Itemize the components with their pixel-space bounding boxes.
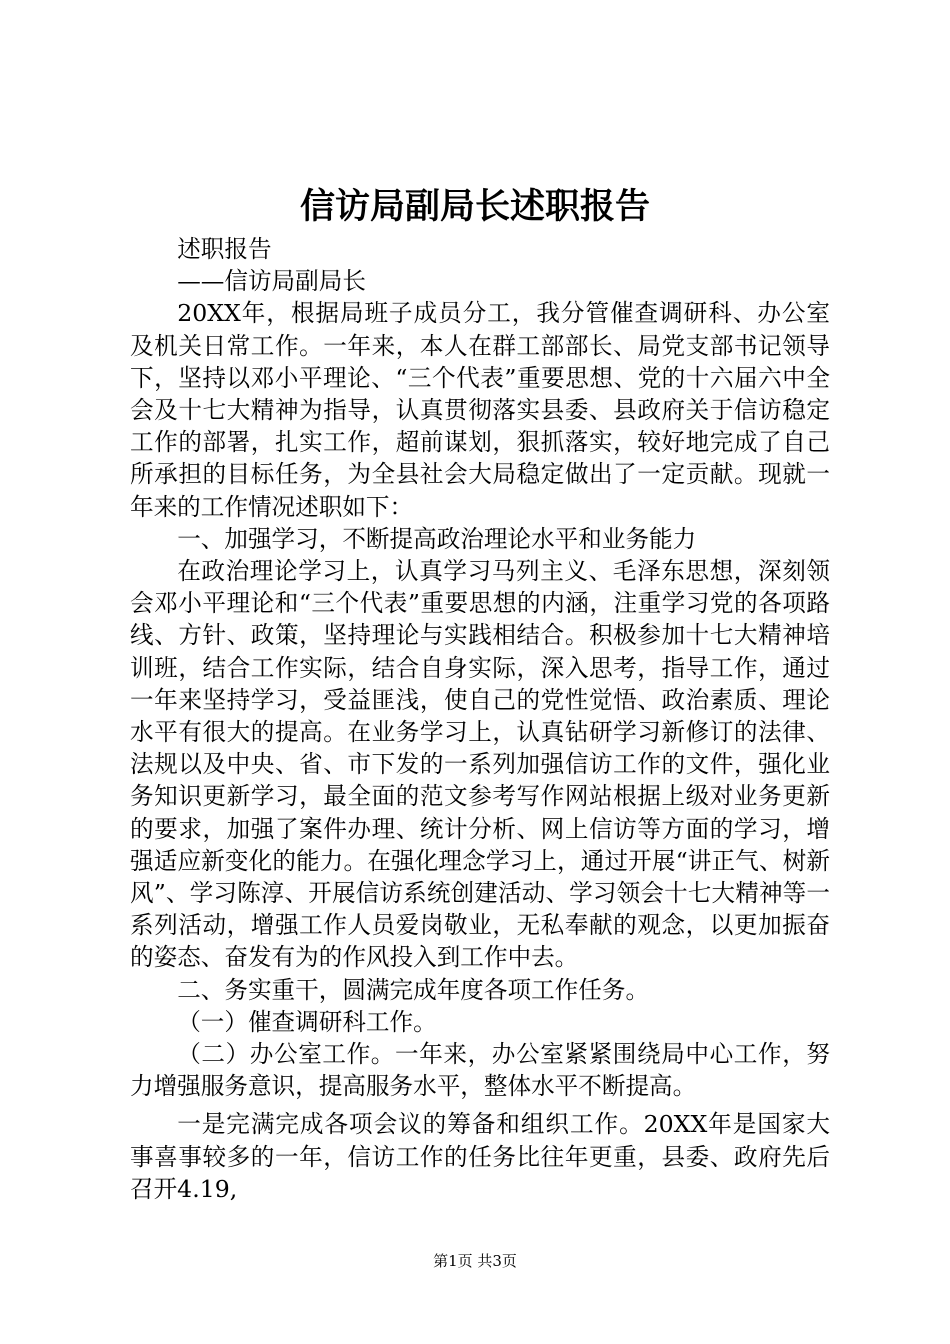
paragraph-meetings: 一是完满完成各项会议的筹备和组织工作。20XX年是国家大事喜事较多的一年，信访工作的任务比往年更重，县委、政府先后召开4.19, [130, 1110, 830, 1203]
paragraph-office-work: （二）办公室工作。一年来，办公室紧紧围绕局中心工作，努力增强服务意识，提高服务水平，整体水平不断提高。 [130, 1040, 830, 1101]
subsection-heading-1: （一）催查调研科工作。 [177, 1007, 437, 1036]
paragraph-author-line: ——信访局副局长 [177, 267, 366, 296]
section-heading-2: 二、务实重干，圆满完成年度各项工作任务。 [177, 975, 650, 1004]
document-body [130, 233, 830, 1205]
page-footer: 第1页 共3页 [433, 1252, 517, 1270]
paragraph-intro: 20XX年，根据局班子成员分工，我分管催查调研科、办公室及机关日常工作。一年来，本人在群工部部长、局党支部书记领导下，坚持以邓小平理论、“三个代表”重要思想、党的十六届六中全会及十七大精神为指导，认真贯彻落实县委、县政府关于信访稳定工作的部署，扎实工作，超前谋划，狠抓落实，较好地完成了自己所承担的目标任务，为全县社会大局稳定做出了一定贡献。现就一年来的工作情况述职如下： [130, 299, 830, 521]
paragraph-report-label: 述职报告 [177, 235, 272, 263]
section-heading-1: 一、加强学习，不断提高政治理论水平和业务能力 [177, 524, 697, 553]
document-title: 信访局副局长述职报告 [299, 186, 650, 227]
paragraph-study: 在政治理论学习上，认真学习马列主义、毛泽东思想，深刻领会邓小平理论和“三个代表”重要思想的内涵，注重学习党的各项路线、方针、政策，坚持理论与实践相结合。积极参加十七大精神培训班，结合工作实际，结合自身实际，深入思考，指导工作，通过一年来坚持学习，受益匪浅，使自己的党性觉悟、政治素质、理论水平有很大的提高。在业务学习上，认真钻研学习新修订的法律、法规以及中央、省、市下发的一系列加强信访工作的文件，强化业务知识更新学习，最全面的范文参考写作网站根据上级对业务更新的要求，加强了案件办理、统计分析、网上信访等方面的学习，增强适应新变化的能力。在强化理念学习上，通过开展“讲正气、树新风”、学习陈淳、开展信访系统创建活动、学习领会十七大精神等一系列活动，增强工作人员爱岗敬业，无私奉献的观念，以更加振奋的姿态、奋发有为的作风投入到工作中去。 [130, 557, 830, 972]
